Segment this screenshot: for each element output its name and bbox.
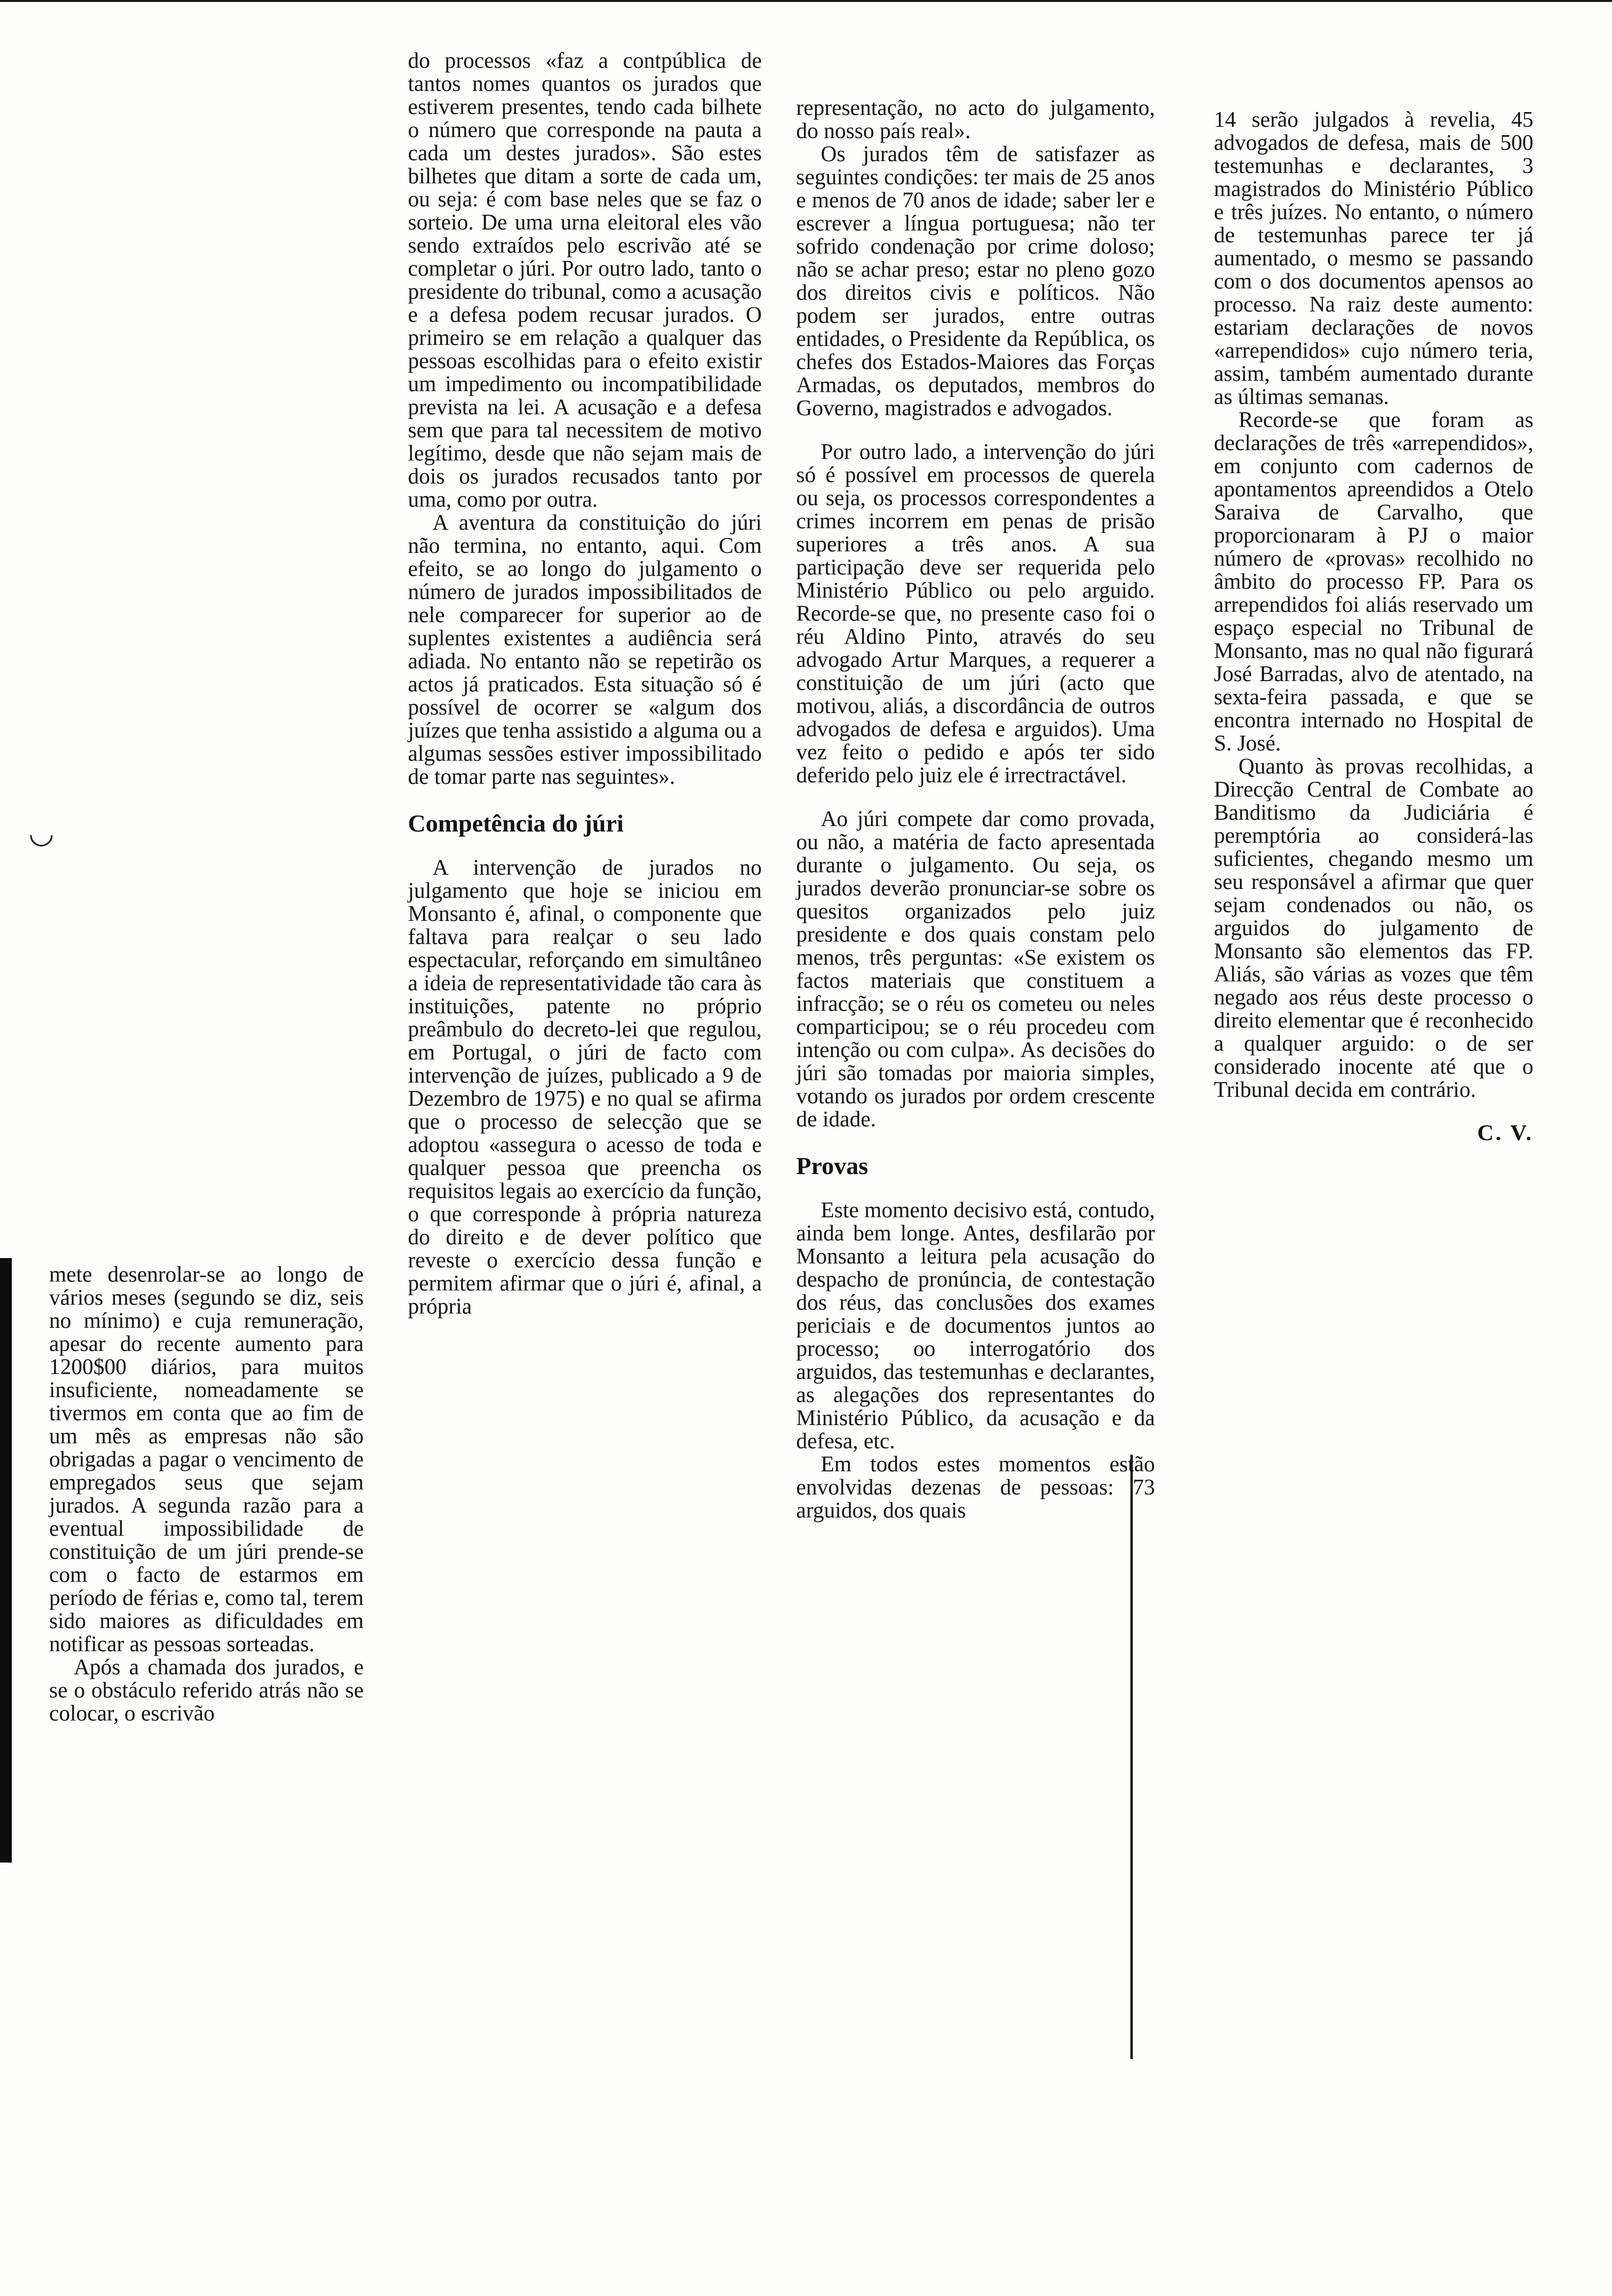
paragraph: Quanto às provas recolhidas, a Direcção Central de Combate ao Banditismo da Judiciária é peremptória ao considerá-las suficientes, chegando mesmo um seu responsável a afirmar que quer sejam condenados ou não, os arguidos do julgamento de Monsanto são elementos das FP. Aliás, são várias as vozes que têm negado aos réus deste processo o direito elementar que é reconhecido a qualquer arguido: o de ser considerado inocente até que o Tribunal decida em contrário.	[1214, 754, 1533, 1102]
paragraph: Este momento decisivo está, contudo, ainda bem longe. Antes, desfilarão por Monsanto a leitura pela acusação do despacho de pronúncia, de contestação dos réus, das conclusões dos exames periciais e de documentos juntos ao processo; oo interrogatório dos arguidos, das testemunhas e declarantes, as alegações dos representantes do Ministério Público, da acusação e da defesa, etc.	[796, 1198, 1155, 1453]
paragraph: A aventura da constituição do júri não termina, no entanto, aqui. Com efeito, se ao longo do julgamento o número de jurados impossibilitados de nele comparecer for superior ao de suplentes existentes a audiência será adiada. No entanto não se repetirão os actos já praticados. Esta situação só é possível de ocorrer se «algum dos juízes que tenha assistido a alguma ou a algumas sessões estiver impossibilitado de tomar parte nas seguintes».	[408, 510, 762, 789]
author-byline: C. V.	[1477, 1120, 1533, 1145]
column-3	[796, 96, 1155, 1522]
left-scan-edge	[0, 1258, 12, 1863]
paragraph: Por outro lado, a intervenção do júri só é possível em processos de querela ou seja, os processos correspondentes a crimes incorrem em penas de prisão superiores a três anos. A sua participação deve ser requerida pelo Ministério Público ou pelo arguido. Recorde-se que, no presente caso foi o réu Aldino Pinto, através do seu advogado Artur Marques, a requerer a constituição de um júri (acto que motivou, aliás, a discordância de outros advogados de defesa e arguidos). Uma vez feito o pedido e após ter sido deferido pelo juiz ele é irrectractável.	[796, 439, 1155, 787]
paragraph: Em todos estes momentos estão envolvidas dezenas de pessoas: 73 arguidos, dos quais	[796, 1452, 1155, 1522]
column-4	[1214, 108, 1533, 1144]
paragraph: A intervenção de jurados no julgamento que hoje se iniciou em Monsanto é, afinal, o componente que faltava para realçar o seu lado espectacular, reforçando em simultâneo a ideia de representatividade tão cara às instituições, patente no próprio preâmbulo do decreto-lei que regulou, em Portugal, o júri de facto com intervenção de juízes, publicado a 9 de Dezembro de 1975) e no qual se afirma que o processo de selecção que se adoptou «assegura o acesso de toda e qualquer pessoa que preencha os requisitos legais ao exercício da função, o que corresponde à própria natureza do direito e de dever político que reveste o exercício dessa função e permitem afirmar que o júri é, afinal, a própria	[408, 855, 762, 1319]
paragraph: Após a chamada dos jurados, e se o obstáculo referido atrás não se colocar, o escrivão	[49, 1655, 364, 1725]
section-heading-provas: Provas	[796, 1152, 868, 1179]
paragraph: do processos «faz a contpública de tantos nomes quantos os jurados que estiverem presentes, tendo cada bilhete o número que corresponde na pauta a cada um destes jurados». São estes bilhetes que ditam a sorte de cada um, ou seja: é com base neles que se faz o sorteio. De uma urna eleitoral eles vão sendo extraídos pelo escrivão até se completar o júri. Por outro lado, tanto o presidente do tribunal, como a acusação e a defesa podem recusar jurados. O primeiro se em relação a qualquer das pessoas escolhidas para o efeito existir um impedimento ou incompatibilidade prevista na lei. A acusação e a defesa sem que para tal necessitem de motivo legítimo, desde que não sejam mais de dois os jurados recusados tanto por uma, como por outra.	[408, 48, 762, 512]
paragraph: Os jurados têm de satisfazer as seguintes condições: ter mais de 25 anos e menos de 70 anos de idade; saber ler e escrever a língua portuguesa; não ter sofrido condenação por crime doloso; não se achar preso; estar no pleno gozo dos direitos civis e políticos. Não podem ser jurados, entre outras entidades, o Presidente da República, os chefes dos Estados-Maiores das Forças Armadas, os deputados, membros do Governo, magistrados e advogados.	[796, 142, 1155, 420]
column-rule	[1130, 1455, 1133, 2059]
column-1	[49, 1263, 364, 1725]
scan-mark: ◡	[29, 817, 55, 849]
paragraph: 14 serão julgados à revelia, 45 advogados de defesa, mais de 500 testemunhas e declarantes, 3 magistrados do Ministério Público e três juízes. No entanto, o número de testemunhas parece ter já aumentado, o mesmo se passando com o dos documentos apensos ao processo. Na raiz deste aumento: estariam declarações de novos «arrependidos» cujo número teria, assim, também aumentado durante as últimas semanas.	[1214, 107, 1533, 409]
paragraph: representação, no acto do julgamento, do nosso país real».	[796, 95, 1155, 143]
paragraph: Ao júri compete dar como provada, ou não, a matéria de facto apresentada durante o julgamento. Ou seja, os jurados deverão pronunciar-se sobre os quesitos organizados pelo juiz presidente e dos quais constam pelo menos, três perguntas: «Se existem os factos materiais que constituem a infracção; se o réu os cometeu ou neles comparticipou; se o réu procedeu com intenção ou com culpa». As decisões do júri são tomadas por maioria simples, votando os jurados por ordem crescente de idade.	[796, 806, 1155, 1131]
paragraph: mete desenrolar-se ao longo de vários meses (segundo se diz, seis no mínimo) e cuja remuneração, apesar do recente aumento para 1200$00 diários, para muitos insuficiente, nomeadamente se tivermos em conta que ao fim de um mês as empresas não são obrigadas a pagar o vencimento de empregados seus que sejam jurados. A segunda razão para a eventual impossibilidade de constituição de um júri prende-se com o facto de estarmos em período de férias e, como tal, terem sido maiores as dificuldades em notificar as pessoas sorteadas.	[49, 1262, 364, 1656]
section-heading-competencia: Competência do júri	[408, 809, 624, 837]
paragraph: Recorde-se que foram as declarações de três «arrependidos», em conjunto com cadernos de apontamentos apreendidos a Otelo Saraiva de Carvalho, que proporcionaram à PJ o maior número de «provas» recolhido no âmbito do processo FP. Para os arrependidos foi aliás reservado um espaço especial no Tribunal de Monsanto, mas no qual não figurará José Barradas, alvo de atentado, na sexta-feira passada, e que se encontra internado no Hospital de S. José.	[1214, 407, 1533, 755]
column-2	[408, 49, 762, 1318]
top-rule	[0, 0, 1612, 2]
